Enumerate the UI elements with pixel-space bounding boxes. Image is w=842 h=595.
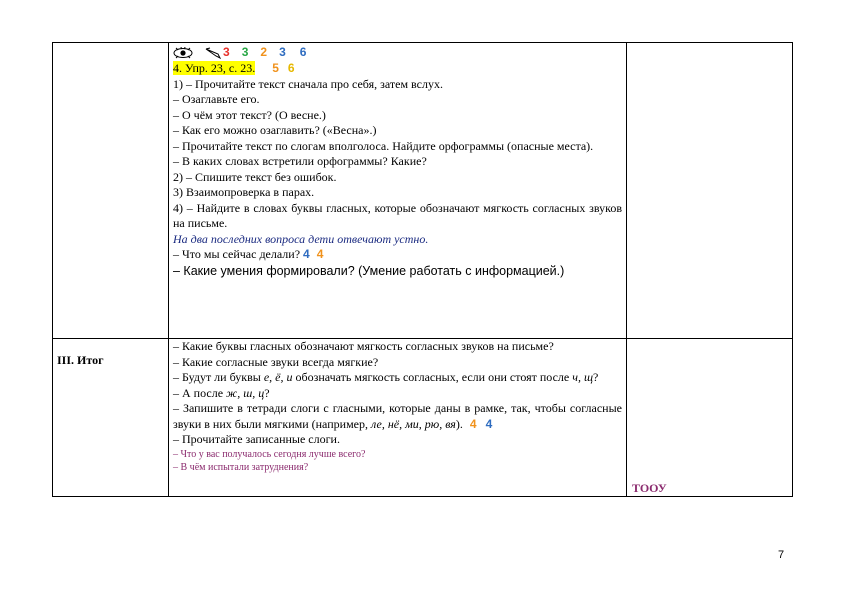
reflection-1: – Что у вас получалось сегодня лучше всего? [173,448,366,460]
lesson-table [52,42,793,497]
mark-1: 3 [223,44,230,59]
line-8: 3) Взаимопроверка в парах. [173,185,315,199]
line-7: 2) – Спишите текст без ошибок. [173,169,337,184]
q5-mark-1: 4 [469,416,477,431]
stage-cell [53,43,169,339]
q5-mark-2: 4 [485,416,493,431]
reflection-2: – В чём испытали затруднения? [173,461,309,473]
stage-cell [53,339,169,497]
q4-text: – А после [173,385,227,400]
q5-syllables: ле, нё, ми, рю, вя [371,416,456,431]
question-3 [173,370,622,386]
tooy-label: ТООУ [632,481,667,495]
page-number: 7 [778,549,785,561]
icon-row [173,44,622,61]
mark-2: 3 [241,44,249,59]
q5-text: – Запишите в тетради слоги с гласными, которые даны в рамке, так, чтобы согласные звуки в них были мягкими (например, [173,401,622,431]
exercise-mark-2: 6 [287,61,295,75]
section-title: III. Итог [57,353,104,367]
mark-3: 2 [260,44,268,59]
did-line [173,247,622,263]
mark-4: 3 [279,44,286,59]
table-row [53,339,793,497]
italic-note: На два последних вопроса дети отвечают устно. [173,231,429,246]
line-5: – Прочитайте текст по слогам вполголоса. Найдите орфограммы (опасные места). [173,138,594,153]
question-1: – Какие буквы гласных обозначают мягкость согласных звуков на письме? [173,339,554,353]
question-2: – Какие согласные звуки всегда мягкие? [173,354,379,369]
exercise-line [173,61,622,77]
question-6: – Прочитайте записанные слоги. [173,432,340,446]
content-cell [169,43,627,339]
q4-end: ? [264,385,270,400]
q3-text-2: обозначать мягкость согласных, если они стоят после [292,370,573,384]
line-4: – Как его можно озаглавить? («Весна».) [173,123,377,137]
q3-text: – Будут ли буквы [173,370,264,384]
q5-end: ). [455,416,463,431]
notes-cell [627,339,793,497]
line-2: – Озаглавьте его. [173,92,260,106]
q3-letters: е, ё, и [263,370,293,384]
q4-letters: ж, ш, ц [226,385,265,400]
exercise-mark-1: 5 [272,61,279,75]
did-question: – Что мы сейчас делали? [173,247,301,261]
line-1: 1) – Прочитайте текст сначала про себя, затем вслух. [173,76,443,91]
table-row [53,43,793,339]
line-6: – В каких словах встретили орфограммы? Какие? [173,154,427,168]
line-3: – О чём этот текст? (О весне.) [173,107,326,122]
question-4 [173,386,622,402]
q3-end: ? [593,370,599,384]
exercise-title: 4. Упр. 23, с. 23. [173,61,256,75]
skills-line: – Какие умения формировали? (Умение работать с информацией.) [173,263,565,278]
did-mark-1: 4 [303,247,310,261]
eye-icon [173,47,193,59]
mark-5: 6 [299,44,307,59]
did-mark-2: 4 [316,247,324,261]
notes-cell [627,43,793,339]
q3-letters-2: ч, щ [572,370,594,384]
line-9: 4) – Найдите в словах буквы гласных, которые обозначают мягкость согласных звуков на письме. [173,200,622,230]
pen-icon [205,47,221,59]
content-cell [169,339,627,497]
question-5 [173,401,622,432]
